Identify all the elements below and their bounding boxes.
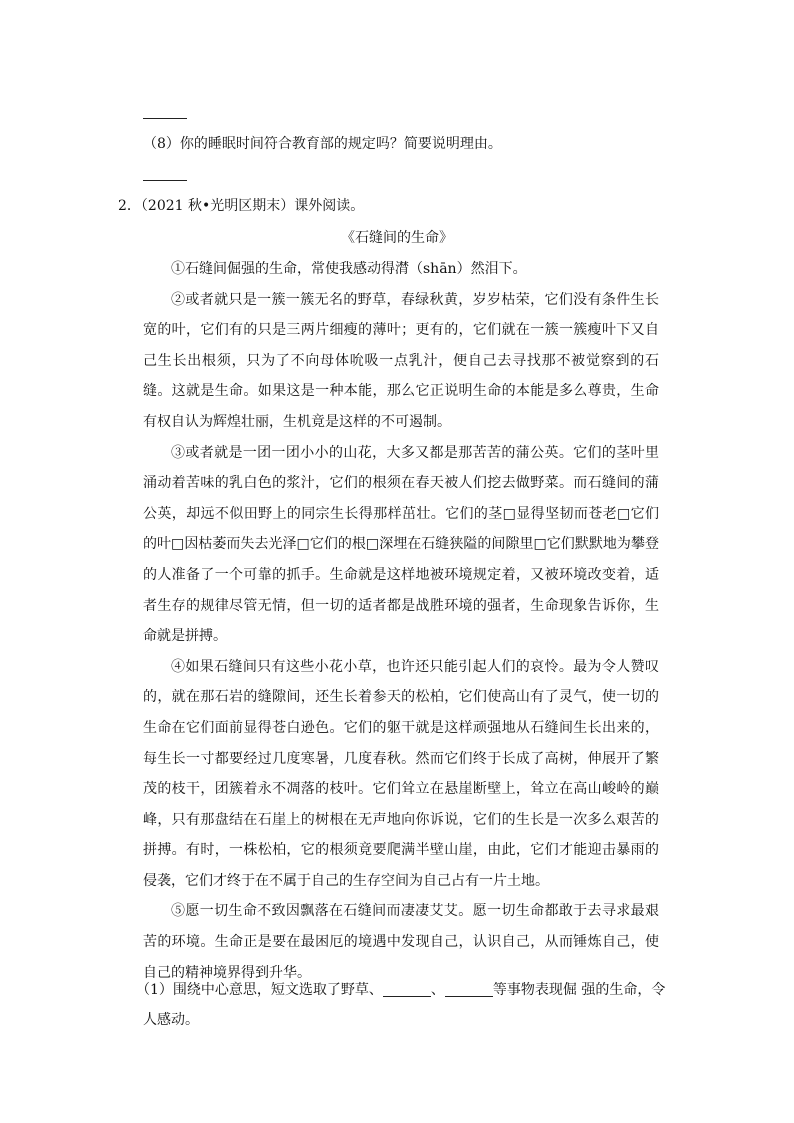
question-source: （2021 秋•光明区期末）课外阅读。 (140, 198, 365, 214)
answer-blank-8[interactable] (143, 180, 187, 181)
answer-blank-7[interactable] (143, 118, 187, 119)
question-8: （8）你的睡眠时间符合教育部的规定吗？简要说明理由。 (143, 136, 502, 152)
passage-title: 《石缝间的生命》 (341, 230, 453, 246)
paragraph-1: ①石缝间倔强的生命，常使我感动得潸（shān）然泪下。 (171, 261, 527, 277)
answer-blank-1b[interactable] (445, 982, 493, 997)
sub-question-1: （1）围绕中心意思，短文选取了野草、 、 等事物表现倔 强的生命，令 (136, 982, 666, 998)
paragraph-4: ④如果石缝间只有这些小花小草，也许还只能引起人们的哀怜。最为令人赞叹的，就在那石岩的缝隙间，还生长着参天的松柏，它们使高山有了灵气，使一切的生命在它们面前显得苍白逊色。它们的躯干就是这样顽强地从石缝间生长出来的，每生长一寸都要经过几度寒暑，几度春秋。然而它们终于长成了高树，伸展开了繁茂的枝干，团簇着永不凋落的枝叶。它们耸立在悬崖断壁上，耸立在高山峻岭的巅峰，只有那盘结在石崖上的树根在无声地向你诉说，它们的生长是一次多么艰苦的拼搏。有时，一株松柏，它的根须竟要爬满半壁山崖，由此，它们才能迎击暴雨的侵袭，它们才终于在不属于自己的生存空间为自己占有一片土地。 (143, 658, 659, 889)
passage-body (143, 254, 659, 988)
question-number: 2． (118, 198, 141, 214)
sub-question-1-line2: 人感动。 (143, 1012, 199, 1028)
paragraph-3: ③或者就是一团一团小小的山花，大多又都是那苦苦的蒲公英。它们的茎叶里涌动着苦味的乳白色的浆汁，它们的根须在春天被人们挖去做野菜。而石缝间的蒲公英，却远不似田野上的同宗生长得那样茁壮。它们的茎□显得坚韧而苍老□它们的叶□因枯萎而失去光泽□它们的根□深埋在石缝狭隘的间隙里□它们默默地为攀登的人准备了一个可靠的抓手。生命就是这样地被环境规定着，又被环境改变着，适者生存的规律尽管无情，但一切的适者都是战胜环境的强者，生命现象告诉你，生命就是拼搏。 (143, 444, 659, 645)
question-2-header (118, 196, 364, 216)
paragraph-2: ②或者就只是一簇一簇无名的野草，春绿秋黄，岁岁枯荣，它们没有条件生长宽的叶，它们有的只是三两片细瘦的薄叶；更有的，它们就在一簇一簇瘦叶下又自己生长出根须，只为了不向母体吮吸一点乳汁，便自己去寻找那不被觉察到的石缝。这就是生命。如果这是一种本能，那么它正说明生命的本能是多么尊贵，生命有权自认为辉煌壮丽，生机竟是这样的不可遏制。 (143, 291, 659, 430)
paragraph-5: ⑤愿一切生命不致因飘落在石缝间而凄凄艾艾。愿一切生命都敢于去寻求最艰苦的环境。生命正是要在最困厄的境遇中发现自己，认识自己，从而锤炼自己，使自己的精神境界得到升华。 (143, 903, 659, 981)
answer-blank-1a[interactable] (383, 982, 431, 997)
